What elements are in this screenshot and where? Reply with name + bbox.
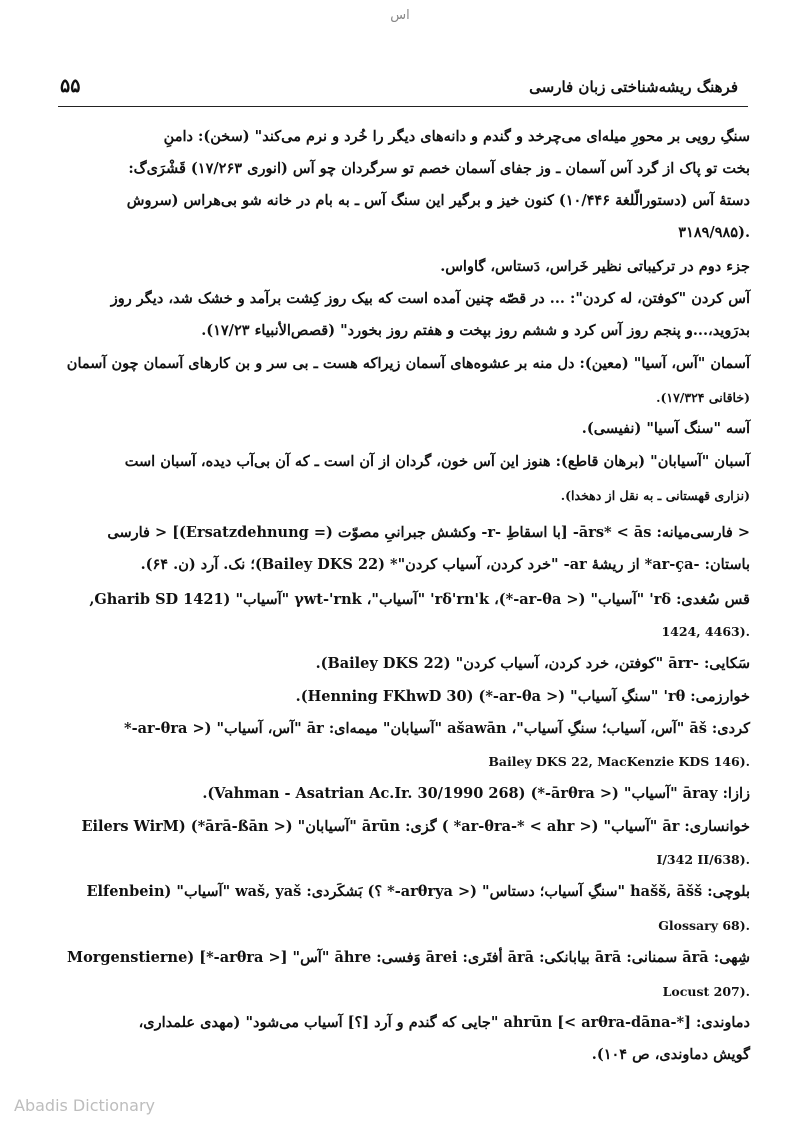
watermark: Abadis Dictionary bbox=[14, 1096, 155, 1115]
body-line: بدرَوید،...و پنجم روز آس کرد و ششم روز بپخت و هفتم روز بخورد" (قصص‌الأنبیاء ۱۷/۲۳). bbox=[201, 322, 750, 339]
body-line: شِهی: ārā سمنانی: ārā بیابانکی: ārā أفتَری: ārei وَفسی: āhre "آس" [< arθra-*] (Morgenstierne bbox=[67, 949, 750, 966]
body-line: سَکایی: -ārr "کوفتن، خرد کردن، آسیاب کردن" (Bailey DKS 22). bbox=[315, 655, 750, 672]
body-line: قس سُغدی: rδ' "آسیاب" (< ar-θa-*)، rδ'rn'k' "آسیاب"، γwt-'rnk "آسیاب" (Gharib SD 1421, bbox=[89, 591, 750, 608]
body-line: Glossary 68). bbox=[658, 918, 750, 933]
body-line: کردی: āš "آس، آسیاب؛ سنگِ آسیاب"، ašawān "آسیابان" میمه‌ای: ār "آس، آسیاب" (< ar-θra-* bbox=[124, 720, 750, 737]
body-line: آسه "سنگ آسیا" (نفیسی). bbox=[581, 420, 750, 437]
header-rule bbox=[58, 106, 748, 107]
body-line: 1424, 4463). bbox=[661, 624, 750, 639]
body-line: باستان: -ar-ça* از ریشهٔ ar- "خرد کردن، آسیاب کردن"* (Bailey DKS 22)؛ نک. آرد (ن. ۶۴). bbox=[140, 556, 750, 573]
body-line: Bailey DKS 22, MacKenzie KDS 146). bbox=[488, 754, 750, 769]
body-line: ۳۱۸۹/۹۸۵). bbox=[678, 224, 750, 241]
body-line: خوارزمی: rθ' "سنگِ آسیاب" (< ar-θa-*) (Henning FKhwD 30). bbox=[295, 688, 750, 705]
body-line: آسمان "آس، آسیا" (معین): دل منه بر عشوه‌های آسمان زیراکه هست ـ بی سر و بن کارهای آسمان چون آسمان bbox=[66, 355, 750, 372]
body-line: دماوندی: ahrūn [< arθra-dāna-*] "جایی که گندم و آرد [؟] آسیاب می‌شود" (مهدی علمداری، bbox=[138, 1014, 750, 1031]
body-line: I/342 II/638). bbox=[656, 852, 750, 867]
body-line: Locust 207). bbox=[662, 984, 750, 999]
body-line: < فارسی‌میانه: ārs* < ās- [با اسقاطِ -r- وکشش جبرانیِ مصوّت (= Ersatzdehnung)] < فارسی bbox=[107, 524, 750, 541]
body-line: بخت تو پاک از گرد آس آسمان ـ وز جفای آسمان خصم تو سرگردان چو آس (انوری ۱۷/۲۶۳) قَشْرَی‌گ: bbox=[128, 160, 750, 177]
running-title: فرهنگ ریشه‌شناختی زبان فارسی bbox=[529, 78, 738, 96]
body-line: بلوچی: hašš, āšš "سنگِ آسیاب؛ دستاس" (< arθrya-* ؟) بَشکَردی: waš, yaš "آسیاب" (Elfenbein bbox=[86, 883, 750, 900]
body-line: جزء دوم در ترکیباتی نظیر خَراس، دَستاس، گاواس. bbox=[440, 258, 750, 275]
body-line: دستهٔ آس (دستورالّلغة ۱۰/۴۴۶) کنون خیز و برگیر این سنگ آس ـ به بام در خانه شو بی‌هراس (سروش bbox=[126, 192, 750, 209]
body-line: گویش دماوندی، ص ۱۰۴). bbox=[591, 1046, 750, 1063]
body-line: آسبان "آسیابان" (برهان قاطع): هنوز این آس خون، گردان از آن است ـ که آن بی‌آب دیده، آسبان است bbox=[124, 453, 750, 470]
body-line: زازا: āray "آسیاب" (< ārθra-*) (Vahman - Asatrian Ac.Ir. 30/1990 268). bbox=[202, 785, 750, 802]
body-line: خوانساری: ār "آسیاب" (< ar-θra-* < ahr* ) گزی: ārūn "آسیابان" (< ārā-ßān*) (Eilers WirM bbox=[81, 818, 750, 835]
body-line: آس کردن "کوفتن، له کردن": ... در قصّه چنین آمده است که بیک روز کِشت برآمد و خشک شد، دیگر روز bbox=[110, 290, 750, 307]
body-line: سنگِ رویی بر محورِ میله‌ای می‌چرخد و گندم و دانه‌های دیگر را خُرد و نرم می‌کند" (سخن): دامنِ bbox=[163, 128, 750, 145]
body-line: (نزاری قهستانی ـ به نقل از دهخدا). bbox=[560, 488, 750, 503]
top-label: اس bbox=[390, 8, 410, 23]
page-number: ۵۵ bbox=[60, 75, 81, 97]
body-line: (خاقانی ۱۷/۳۲۴). bbox=[656, 390, 750, 405]
